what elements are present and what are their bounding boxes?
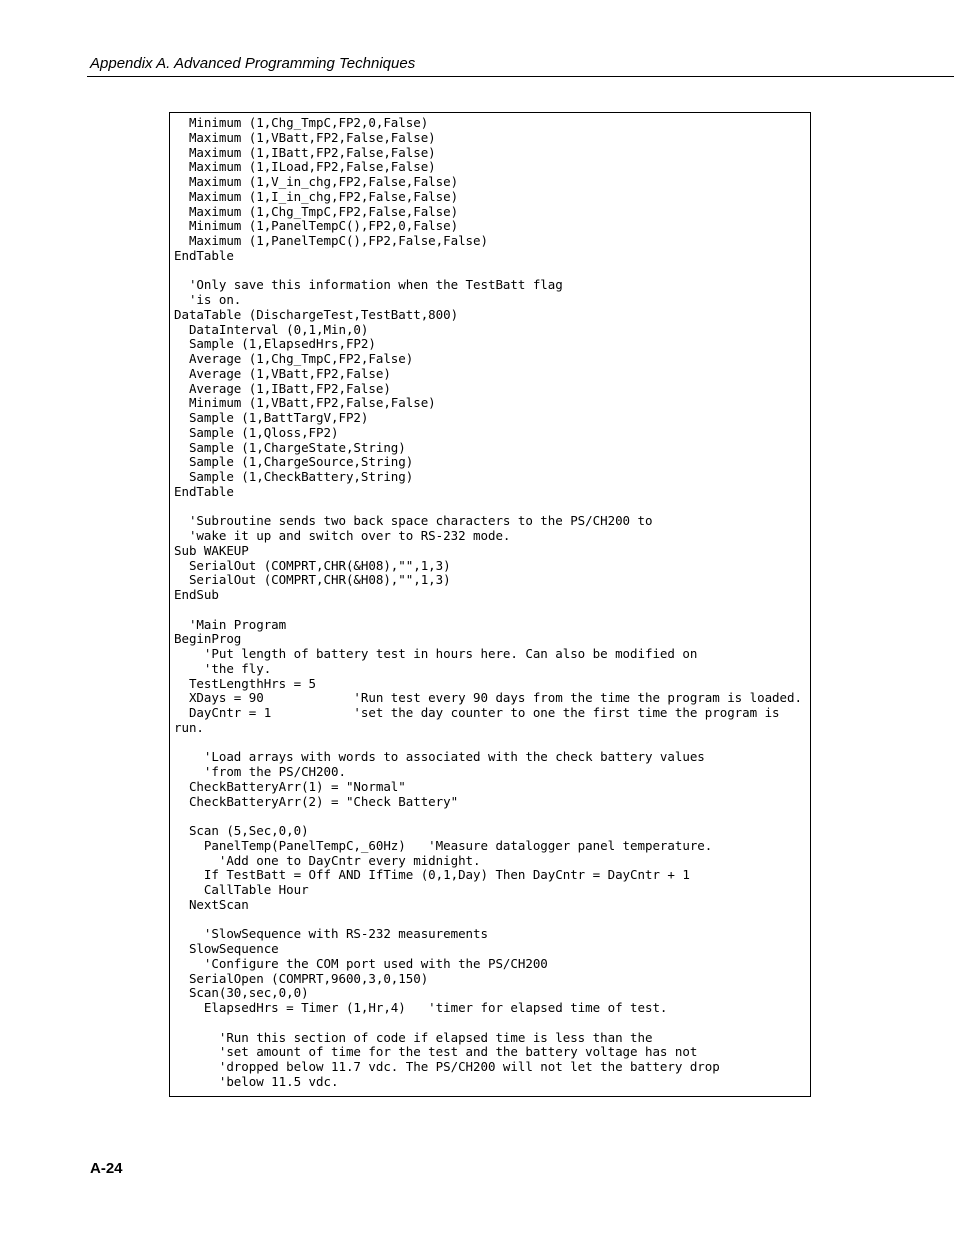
code-line: Average (1,VBatt,FP2,False): [174, 365, 391, 381]
code-line: ElapsedHrs = Timer (1,Hr,4) 'timer for elapsed time of test.: [174, 1000, 668, 1015]
running-header: Appendix A. Advanced Programming Techniques: [90, 55, 416, 72]
code-line: DataTable (DischargeTest,TestBatt,800): [174, 306, 459, 322]
code-line: 'set amount of time for the test and the battery voltage has not: [174, 1044, 698, 1060]
code-line: DayCntr = 1 'set the day counter to one the first time the program is: [174, 705, 780, 720]
code-line: CallTable Hour: [174, 882, 309, 897]
code-line: 'Load arrays with words to associated with the check battery values: [174, 749, 705, 765]
code-line: Maximum (1,ILoad,FP2,False,False): [174, 159, 436, 175]
code-line: Scan(30,sec,0,0): [174, 985, 309, 1001]
code-line: SlowSequence: [174, 941, 279, 956]
code-line: Sample (1,Qloss,FP2): [174, 424, 339, 440]
code-line: TestLengthHrs = 5: [174, 675, 317, 691]
header-rule: [87, 76, 954, 77]
code-line: EndTable: [174, 247, 234, 263]
page-number: A-24: [90, 1160, 123, 1177]
code-line: 'Main Program: [174, 616, 287, 632]
code-line: Sample (1,CheckBattery,String): [174, 469, 414, 484]
code-line: CheckBatteryArr(1) = "Normal": [174, 778, 406, 794]
code-line: EndTable: [174, 483, 234, 499]
code-line: 'Configure the COM port used with the PS/CH200: [174, 955, 548, 971]
code-listing-box: [169, 112, 811, 1097]
code-line: Average (1,Chg_TmpC,FP2,False): [174, 351, 414, 366]
code-line: Sample (1,ElapsedHrs,FP2): [174, 336, 376, 352]
code-line: NextScan: [174, 896, 249, 912]
code-line: SerialOut (COMPRT,CHR(&H08),"",1,3): [174, 557, 451, 573]
code-line: 'Add one to DayCntr every midnight.: [174, 852, 481, 868]
code-listing: [174, 116, 802, 1090]
code-line: SerialOut (COMPRT,CHR(&H08),"",1,3): [174, 572, 451, 588]
code-line: If TestBatt = Off AND IfTime (0,1,Day) Then DayCntr = DayCntr + 1: [174, 867, 690, 883]
code-line: 'wake it up and switch over to RS-232 mode.: [174, 528, 511, 543]
code-line: 'Only save this information when the TestBatt flag: [174, 277, 563, 293]
code-line: Maximum (1,VBatt,FP2,False,False): [174, 129, 436, 145]
code-line: EndSub: [174, 587, 219, 602]
code-line: 'Run this section of code if elapsed time is less than the: [174, 1029, 653, 1045]
code-line: run.: [174, 719, 204, 735]
code-line: 'SlowSequence with RS-232 measurements: [174, 926, 488, 942]
code-line: BeginProg: [174, 631, 242, 647]
code-line: Maximum (1,IBatt,FP2,False,False): [174, 144, 436, 160]
code-line: 'from the PS/CH200.: [174, 764, 346, 779]
code-line: Minimum (1,VBatt,FP2,False,False): [174, 395, 436, 411]
code-line: Scan (5,Sec,0,0): [174, 823, 309, 838]
code-line: 'below 11.5 vdc.: [174, 1073, 339, 1089]
code-line: CheckBatteryArr(2) = "Check Battery": [174, 793, 459, 809]
code-line: SerialOpen (COMPRT,9600,3,0,150): [174, 970, 429, 986]
code-line: Minimum (1,Chg_TmpC,FP2,0,False): [174, 115, 429, 130]
code-line: Average (1,IBatt,FP2,False): [174, 380, 391, 396]
code-line: Maximum (1,I_in_chg,FP2,False,False): [174, 188, 459, 204]
code-line: PanelTemp(PanelTempC,_60Hz) 'Measure datalogger panel temperature.: [174, 837, 713, 853]
code-line: Maximum (1,Chg_TmpC,FP2,False,False): [174, 203, 459, 219]
code-line: DataInterval (0,1,Min,0): [174, 321, 369, 337]
code-line: Minimum (1,PanelTempC(),FP2,0,False): [174, 218, 459, 234]
code-line: 'Put length of battery test in hours here. Can also be modified on: [174, 646, 698, 661]
code-line: 'dropped below 11.7 vdc. The PS/CH200 will not let the battery drop: [174, 1059, 720, 1074]
code-line: Maximum (1,PanelTempC(),FP2,False,False): [174, 233, 488, 248]
code-line: Sample (1,ChargeState,String): [174, 439, 406, 455]
code-line: 'the fly.: [174, 660, 272, 676]
code-line: Sample (1,ChargeSource,String): [174, 454, 414, 470]
code-line: Sample (1,BattTargV,FP2): [174, 410, 369, 425]
code-line: 'Subroutine sends two back space characters to the PS/CH200 to: [174, 513, 653, 529]
code-line: 'is on.: [174, 292, 242, 307]
code-line: Sub WAKEUP: [174, 542, 249, 558]
code-line: XDays = 90 'Run test every 90 days from the time the program is loaded.: [174, 690, 802, 706]
code-line: Maximum (1,V_in_chg,FP2,False,False): [174, 174, 459, 189]
